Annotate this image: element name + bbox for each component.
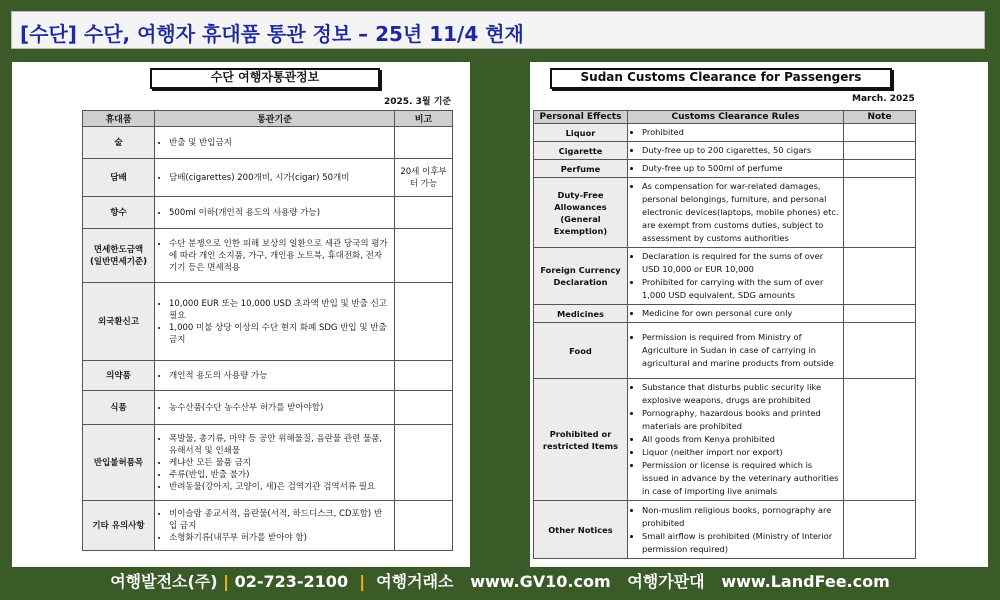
footer bbox=[0, 569, 1000, 597]
note-cell bbox=[395, 501, 453, 551]
phone-number: 02-723-2100 bbox=[234, 572, 349, 591]
rules-cell bbox=[628, 501, 844, 559]
rules-cell bbox=[155, 361, 395, 391]
rules-list bbox=[159, 370, 390, 382]
note-cell bbox=[395, 283, 453, 361]
rule-item: • 담배(cigarettes) 200개비, 시가(cigar) 50개비 bbox=[169, 172, 390, 184]
table-row bbox=[83, 127, 453, 159]
rule-item: • Duty-free up to 500ml of perfume bbox=[642, 162, 839, 175]
table-row bbox=[83, 159, 453, 197]
rule-item: • 500ml 이하(개인적 용도의 사용량 가능) bbox=[169, 207, 390, 219]
rules-list bbox=[159, 402, 390, 414]
table-row bbox=[83, 283, 453, 361]
english-doc-date: March. 2025 bbox=[852, 94, 915, 104]
note-cell bbox=[395, 127, 453, 159]
rules-cell bbox=[628, 305, 844, 323]
rules-list bbox=[159, 433, 390, 493]
rule-item: • As compensation for war-related damages, personal belongings, furniture, and personal electronic devices(laptops, mobile phones) etc. are exempt from customs duties, subject to assessment by customs authorities bbox=[642, 180, 839, 245]
rule-item: • Liquor (neither import nor export) bbox=[642, 446, 839, 459]
table-row bbox=[83, 501, 453, 551]
table-row bbox=[83, 391, 453, 425]
table-row bbox=[534, 501, 916, 559]
rule-item: • 케냐산 모든 물품 금지 bbox=[169, 457, 390, 469]
english-document-panel bbox=[530, 62, 988, 567]
site2-link[interactable]: www.LandFee.com bbox=[721, 572, 890, 591]
table-row bbox=[534, 124, 916, 142]
table-row bbox=[83, 197, 453, 229]
rules-list bbox=[159, 172, 390, 184]
table-row bbox=[83, 361, 453, 391]
rules-cell bbox=[155, 283, 395, 361]
note-cell bbox=[844, 379, 916, 501]
column-header: Customs Clearance Rules bbox=[628, 111, 844, 124]
rules-list bbox=[632, 504, 839, 556]
table-row bbox=[83, 229, 453, 283]
note-cell bbox=[395, 197, 453, 229]
category-cell: 면세한도금액 (일반면세기준) bbox=[83, 229, 155, 283]
category-cell: 담배 bbox=[83, 159, 155, 197]
rules-list bbox=[632, 180, 839, 245]
rule-item: • 농수산품(수단 농수산부 허가를 받아야함) bbox=[169, 402, 390, 414]
rules-cell bbox=[155, 391, 395, 425]
category-cell: Cigarette bbox=[534, 142, 628, 160]
category-cell: 의약품 bbox=[83, 361, 155, 391]
column-header: Personal Effects bbox=[534, 111, 628, 124]
note-cell bbox=[844, 501, 916, 559]
company-name: 여행발전소(주) bbox=[110, 572, 218, 591]
category-cell: 반입불허품목 bbox=[83, 425, 155, 501]
rule-item: • Prohibited for carrying with the sum of over 1,000 USD equivalent, SDG amounts bbox=[642, 276, 839, 302]
korean-document-panel bbox=[12, 62, 470, 567]
rule-item: • Pornography, hazardous books and printed materials are prohibited bbox=[642, 407, 839, 433]
rules-list bbox=[159, 508, 390, 544]
rules-list bbox=[632, 381, 839, 498]
note-cell bbox=[395, 229, 453, 283]
column-header: 비고 bbox=[395, 111, 453, 127]
rule-item: • Small airflow is prohibited (Ministry of Interior permission required) bbox=[642, 530, 839, 556]
rules-list bbox=[632, 307, 839, 320]
category-cell: 술 bbox=[83, 127, 155, 159]
category-cell: Duty-Free Allowances (General Exemption) bbox=[534, 178, 628, 248]
site1-name: 여행거래소 bbox=[376, 572, 454, 591]
rule-item: • 폭발물, 총기류, 마약 등 공안 위해물질, 음란물 관련 물품, 유해서적 및 인쇄물 bbox=[169, 433, 390, 457]
rules-list bbox=[632, 126, 839, 139]
page-title: [수단] 수단, 여행자 휴대품 통관 정보 – 25년 11/4 현재 bbox=[20, 22, 524, 46]
rules-cell bbox=[155, 159, 395, 197]
rule-item: • Substance that disturbs public security like explosive weapons, drugs are prohibited bbox=[642, 381, 839, 407]
rule-item: • 반려동물(강아지, 고양이, 새)은 검역기관 검역서류 필요 bbox=[169, 481, 390, 493]
rules-cell bbox=[628, 178, 844, 248]
rule-item: • 개인적 용도의 사용량 가능 bbox=[169, 370, 390, 382]
rules-cell bbox=[628, 248, 844, 305]
column-header: 휴대품 bbox=[83, 111, 155, 127]
english-rules-table bbox=[533, 110, 916, 559]
english-doc-title: Sudan Customs Clearance for Passengers bbox=[550, 68, 892, 89]
note-cell bbox=[844, 305, 916, 323]
note-cell bbox=[844, 323, 916, 379]
table-row bbox=[534, 178, 916, 248]
note-cell bbox=[844, 142, 916, 160]
rules-cell bbox=[628, 323, 844, 379]
column-header: Note bbox=[844, 111, 916, 124]
site2-name: 여행가판대 bbox=[627, 572, 705, 591]
rule-item: • 소형화기류(내무부 허가를 받아야 함) bbox=[169, 532, 390, 544]
rule-item: • Permission or license is required which is issued in advance by the veterinary authorities in case of importing live animals bbox=[642, 459, 839, 498]
table-row bbox=[534, 160, 916, 178]
rule-item: • 주류(반입, 반출 불가) bbox=[169, 469, 390, 481]
category-cell: 식품 bbox=[83, 391, 155, 425]
rules-list bbox=[159, 137, 390, 149]
note-cell bbox=[844, 124, 916, 142]
rules-cell bbox=[628, 160, 844, 178]
footer-separator: | bbox=[359, 572, 366, 591]
rules-cell bbox=[155, 197, 395, 229]
category-cell: 외국환신고 bbox=[83, 283, 155, 361]
note-cell bbox=[395, 425, 453, 501]
column-header: 통관기준 bbox=[155, 111, 395, 127]
rules-cell bbox=[628, 379, 844, 501]
rules-list bbox=[159, 238, 390, 274]
note-cell bbox=[395, 391, 453, 425]
rules-cell bbox=[155, 501, 395, 551]
note-cell bbox=[395, 361, 453, 391]
site1-link[interactable]: www.GV10.com bbox=[470, 572, 611, 591]
rules-cell bbox=[155, 425, 395, 501]
rules-list bbox=[632, 144, 839, 157]
table-row bbox=[534, 248, 916, 305]
rules-cell bbox=[155, 127, 395, 159]
category-cell: Other Notices bbox=[534, 501, 628, 559]
category-cell: Perfume bbox=[534, 160, 628, 178]
note-cell bbox=[844, 248, 916, 305]
category-cell: Foreign Currency Declaration bbox=[534, 248, 628, 305]
rule-item: • 10,000 EUR 또는 10,000 USD 초과액 반입 및 반출 신고 필요 bbox=[169, 298, 390, 322]
rule-item: • Prohibited bbox=[642, 126, 839, 139]
note-cell bbox=[844, 160, 916, 178]
table-row bbox=[534, 305, 916, 323]
rule-item: • Duty-free up to 200 cigarettes, 50 cigars bbox=[642, 144, 839, 157]
category-cell: Food bbox=[534, 323, 628, 379]
rule-item: • Medicine for own personal cure only bbox=[642, 307, 839, 320]
rule-item: • All goods from Kenya prohibited bbox=[642, 433, 839, 446]
korean-doc-title: 수단 여행자통관정보 bbox=[150, 68, 380, 89]
rule-item: • 수단 분쟁으로 인한 피해 보상의 일환으로 세관 당국의 평가에 따라 개인 소지품, 가구, 개인용 노트북, 휴대전화, 전자 기기 등은 면세적용 bbox=[169, 238, 390, 274]
table-row bbox=[83, 425, 453, 501]
table-row bbox=[534, 379, 916, 501]
table-row bbox=[534, 323, 916, 379]
rule-item: • Non-muslim religious books, pornography are prohibited bbox=[642, 504, 839, 530]
rules-list bbox=[632, 250, 839, 302]
footer-separator: | bbox=[223, 572, 230, 591]
rules-cell bbox=[155, 229, 395, 283]
korean-doc-date: 2025. 3월 기준 bbox=[384, 97, 452, 107]
category-cell: 기타 유의사항 bbox=[83, 501, 155, 551]
rule-item: • Permission is required from Ministry of Agriculture in Sudan in case of carrying in agricultural and marine products from outside bbox=[642, 331, 839, 370]
title-bar bbox=[11, 11, 985, 49]
rules-cell bbox=[628, 142, 844, 160]
rules-cell bbox=[628, 124, 844, 142]
table-row bbox=[534, 142, 916, 160]
category-cell: Medicines bbox=[534, 305, 628, 323]
note-cell bbox=[844, 178, 916, 248]
rule-item: • Declaration is required for the sums of over USD 10,000 or EUR 10,000 bbox=[642, 250, 839, 276]
korean-rules-table bbox=[82, 110, 453, 551]
rule-item: • 비이슬람 종교서적, 음란물(서적, 하드디스크, CD포함) 반입 금지 bbox=[169, 508, 390, 532]
rules-list bbox=[632, 331, 839, 370]
note-cell: 20세 이후부터 가능 bbox=[395, 159, 453, 197]
category-cell: Prohibited or restricted Items bbox=[534, 379, 628, 501]
rules-list bbox=[159, 207, 390, 219]
rule-item: • 반출 및 반입금지 bbox=[169, 137, 390, 149]
category-cell: 향수 bbox=[83, 197, 155, 229]
rules-list bbox=[632, 162, 839, 175]
category-cell: Liquor bbox=[534, 124, 628, 142]
rule-item: • 1,000 미불 상당 이상의 수단 현지 화폐 SDG 반입 및 반출 금지 bbox=[169, 322, 390, 346]
rules-list bbox=[159, 298, 390, 346]
